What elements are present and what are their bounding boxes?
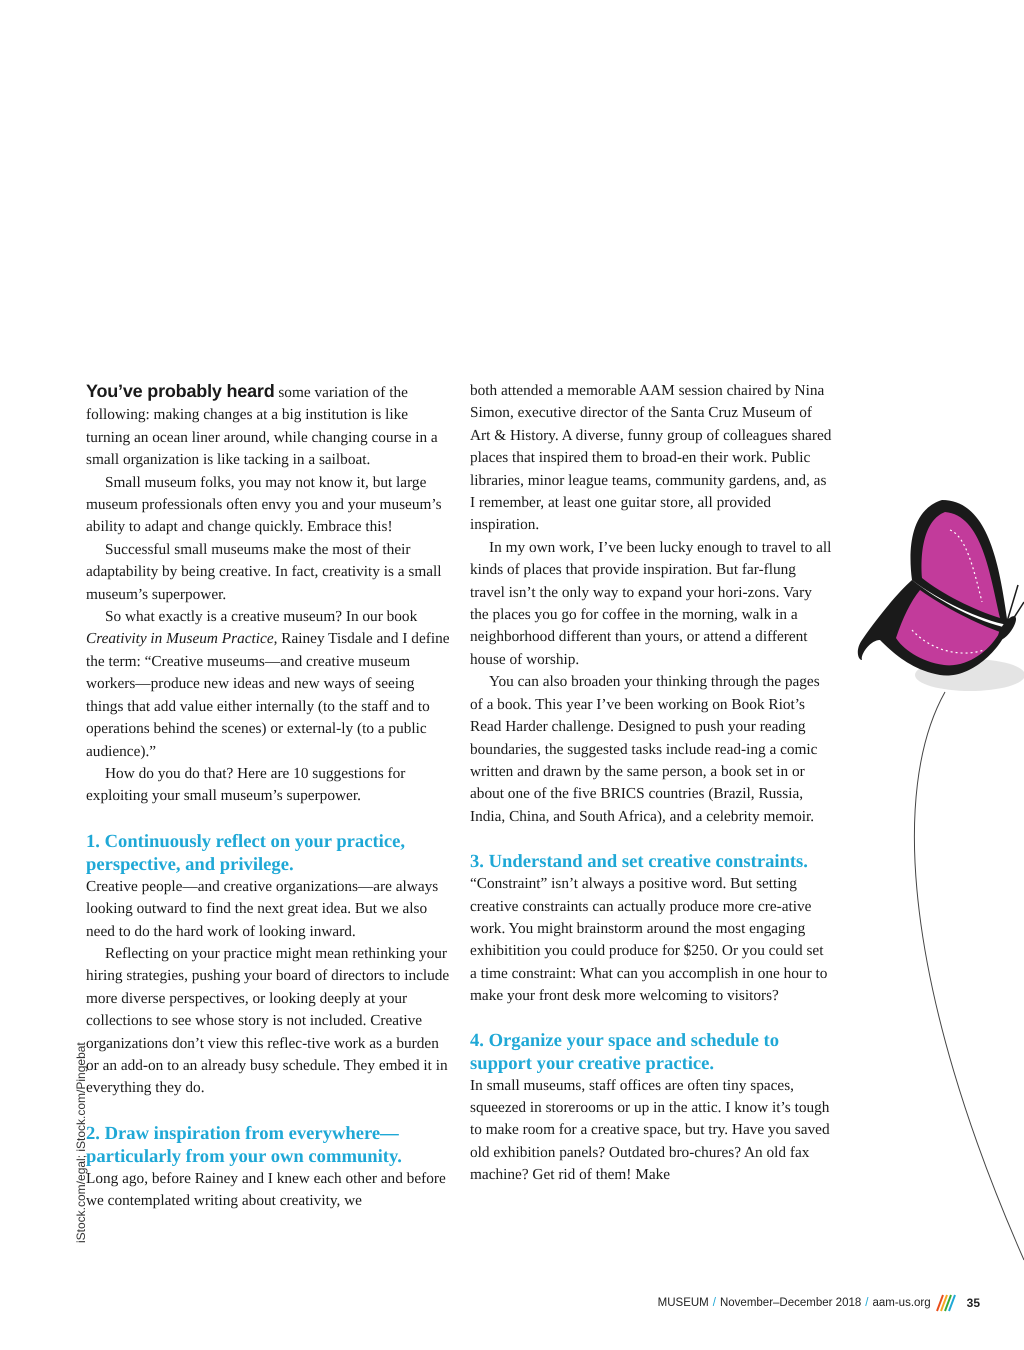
article-left-column [86,380,450,1213]
body-paragraph: “Constraint” isn’t always a positive word. But setting creative constraints can actually produce more cre-ative work. You might brainstorm around the most engaging exhibitition you could produce for $250. Or you could set a time constraint: What can you accomplish in one hour to make your front desk more welcoming to visitors? [470,875,828,1005]
body-paragraph: You can also broaden your thinking through the pages of a book. This year I’ve been working on Book Riot’s Read Harder challenge. Designed to push your reading boundaries, the suggested tasks include read-ing a comic written and drawn by the same person, a book set in or about one of the five BRICS countries (Brazil, Russia, India, China, and South Africa), and a celebrity memoir. [470,673,820,825]
section-heading-1: 1. Continuously reflect on your practice, perspective, and privilege. [86,830,405,875]
page-footer [658,1293,980,1313]
issue-date: November–December 2018 [719,1297,862,1309]
section-heading-2: 2. Draw inspiration from everywhere— particularly from your own community. [86,1122,402,1167]
footer-separator: / [865,1297,869,1309]
body-paragraph: Small museum folks, you may not know it, but large museum professionals often envy you and your museum’s ability to adapt and change quickly. Embrace this! [86,473,442,536]
body-paragraph: Creative people—and creative organizations—are always looking outward to find the next great idea. But we also need to do the hard work of looking inward. [86,877,439,940]
section-heading-4: 4. Organize your space and schedule to support your creative practice. [470,1029,780,1074]
body-paragraph: Long ago, before Rainey and I knew each other and before we contemplated writing about creativity, we [86,1169,446,1210]
body-paragraph: Successful small museums make the most of their adaptability by being creative. In fact, creativity is a small museum’s superpower. [86,540,442,603]
aam-stripes-logo-icon [935,1293,957,1313]
page-number: 35 [966,1296,980,1310]
website: aam-us.org [872,1297,931,1309]
body-paragraph: In my own work, I’ve been lucky enough to travel to all kinds of places that provide inspiration. But far-flung travel isn’t the only way to expand your hori-zons. Vary the places you go for coffee in the morning, walk in a neighborhood different than yours, or attend a different house of worship. [470,538,832,668]
intro-paragraph: You’ve probably heard some variation of the following: making changes at a big institution is like turning an ocean liner around, while changing course in a small organization is like tacking in a sailboat. [86,381,438,469]
body-paragraph: In small museums, staff offices are often tiny spaces, squeezed in storerooms or up in the attic. I know it’s tough to make room for a creative space, but try. Have you saved old exhibition panels? Outdated bro-chures? An old fax machine? Get rid of them! Make [470,1076,830,1184]
photo-credit: iStock.com/egal; iStock.com/Pingebat [74,1042,88,1243]
article-right-column [470,380,832,1187]
butterfly-icon [858,500,1024,676]
magazine-name: MUSEUM [657,1297,709,1309]
body-paragraph: Reflecting on your practice might mean rethinking your hiring strategies, pushing your board of directors to include more diverse perspectives, or looking deeply at your collections to see whose story is not included. Creative organizations don’t view this reflec-tive work as a burden or an add-on to an already busy schedule. They embed it in everything they do. [86,944,450,1097]
lead-in: You’ve probably heard [86,381,275,401]
body-paragraph: So what exactly is a creative museum? In our book Creativity in Museum Practice, Rainey Tisdale and I define the term: “Creative museums—and creative museum workers—produce new ideas and new ways of seeing things that add value either internally (to the staff and to operations behind the scenes) or external-ly (to a public audience).” [86,608,450,760]
flight-path-line [914,692,1024,1260]
body-paragraph: How do you do that? Here are 10 suggestions for exploiting your small museum’s superpower. [86,764,406,805]
butterfly-illustration [850,490,1024,1270]
section-heading-3: 3. Understand and set creative constraints. [470,851,808,873]
footer-separator: / [712,1297,716,1309]
body-paragraph: both attended a memorable AAM session chaired by Nina Simon, executive director of the Santa Cruz Museum of Art & History. A diverse, funny group of colleagues shared places that inspired them to broad-en their work. Public libraries, minor league teams, community gardens, and, as I remember, at least one guitar store, all provided inspiration. [470,382,832,534]
book-title: Creativity in Museum Practice [86,630,274,648]
